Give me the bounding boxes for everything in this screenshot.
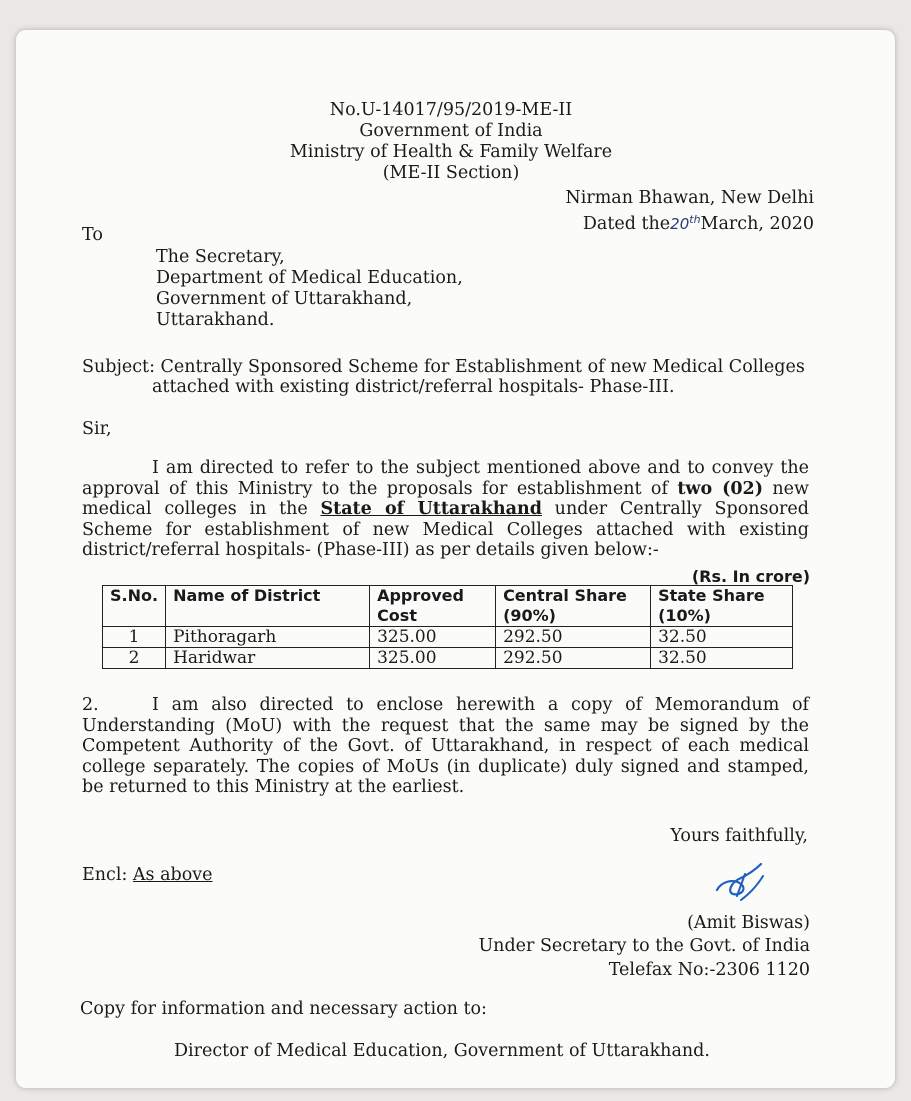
currency-unit: (Rs. In crore): [691, 567, 810, 586]
place: Nirman Bhawan, New Delhi: [565, 188, 814, 208]
copy-recipient: Director of Medical Education, Government of Uttarakhand.: [174, 1041, 710, 1061]
cell-approved-cost: 325.00: [370, 627, 496, 648]
signatory-name: (Amit Biswas): [687, 913, 810, 933]
to-label: To: [82, 225, 103, 245]
salutation: Sir,: [82, 419, 112, 439]
cell-sno: 1: [103, 627, 166, 648]
enclosure: Encl: As above: [82, 865, 213, 885]
header-sno: S.No.: [103, 586, 166, 627]
subject-line-continued: attached with existing district/referral hospitals- Phase-III.: [152, 377, 675, 397]
header-state-share: State Share (10%): [651, 586, 793, 627]
signature-icon: [711, 860, 771, 904]
districts-table: [102, 585, 793, 669]
signatory-telefax: Telefax No:-2306 1120: [608, 960, 810, 980]
table-row: [103, 648, 793, 669]
header-approved-cost: Approved Cost: [370, 586, 496, 627]
college-count: two (02): [677, 478, 764, 499]
ministry-name: Ministry of Health & Family Welfare: [289, 142, 613, 162]
addressee-line: Department of Medical Education,: [156, 268, 463, 288]
state-name: State of Uttarakhand: [320, 499, 542, 520]
section-name: (ME-II Section): [382, 163, 520, 183]
addressee-line: Uttarakhand.: [156, 310, 275, 330]
date-suffix: March, 2020: [700, 214, 814, 234]
date-handwritten: 20th: [670, 213, 701, 233]
paragraph-1: I am directed to refer to the subject mentioned above and to convey the approval of this Ministry to the proposals for establishment of two (02) new medical colleges in the State of Uttarakhand under Centrally Sponsored Scheme for establishment of new Medical Colleges attached with existing district/referral hospitals- (Phase-III) as per details given below:-: [82, 458, 810, 561]
document-page: [16, 30, 895, 1088]
addressee-line: The Secretary,: [156, 247, 285, 267]
paragraph-number: 2.: [82, 695, 99, 715]
date-line: [583, 209, 814, 235]
closing: Yours faithfully,: [670, 826, 808, 846]
cell-central-share: 292.50: [496, 648, 651, 669]
cell-state-share: 32.50: [651, 648, 793, 669]
cell-sno: 2: [103, 648, 166, 669]
table-header-row: [103, 586, 793, 627]
date-prefix: Dated the: [582, 214, 671, 234]
header-district: Name of District: [166, 586, 370, 627]
subject-line: Subject: Centrally Sponsored Scheme for Establishment of new Medical Colleges: [82, 357, 805, 377]
copy-heading: Copy for information and necessary action to:: [80, 999, 487, 1019]
signatory-designation: Under Secretary to the Govt. of India: [478, 936, 810, 956]
enclosure-value: As above: [132, 865, 213, 885]
paragraph-2: 2. I am also directed to enclose herewith a copy of Memorandum of Understanding (MoU) with the request that the same may be signed by the Competent Authority of the Govt. of Uttarakhand, in respect of each medical college separately. The copies of MoUs (in duplicate) duly signed and stamped, be returned to this Ministry at the earliest.: [82, 695, 809, 798]
cell-state-share: 32.50: [651, 627, 793, 648]
cell-district: Pithoragarh: [166, 627, 370, 648]
cell-central-share: 292.50: [496, 627, 651, 648]
table-row: [103, 627, 793, 648]
addressee-line: Government of Uttarakhand,: [156, 289, 413, 309]
government-name: Government of India: [359, 121, 543, 141]
cell-district: Haridwar: [166, 648, 370, 669]
cell-approved-cost: 325.00: [370, 648, 496, 669]
letter-number: No.U-14017/95/2019-ME-II: [329, 100, 573, 120]
header-central-share: Central Share (90%): [496, 586, 651, 627]
